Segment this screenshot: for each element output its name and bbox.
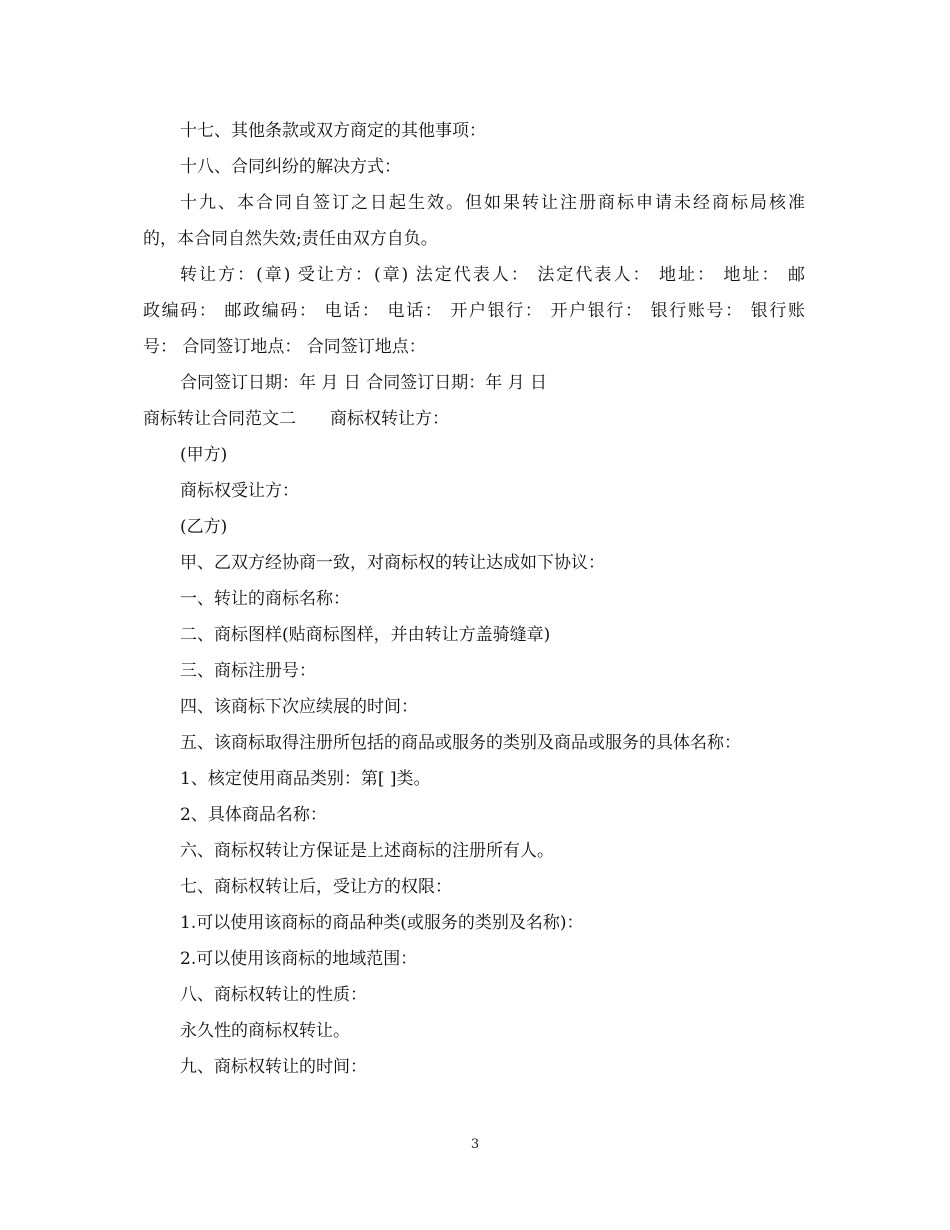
signing-date-line: 合同签订日期：年 月 日 合同签订日期：年 月 日 bbox=[180, 373, 548, 393]
agreement-intro: 甲、乙双方经协商一致，对商标权的转让达成如下协议： bbox=[180, 553, 605, 573]
clause-3: 三、商标注册号： bbox=[180, 661, 316, 681]
clause-8-body: 永久性的商标权转让。 bbox=[180, 1021, 350, 1041]
clause-8: 八、商标权转让的性质： bbox=[180, 985, 367, 1005]
page-number: 3 bbox=[470, 1137, 480, 1152]
clause-18: 十八、合同纠纷的解决方式： bbox=[180, 157, 401, 177]
clause-7-item-1: 1.可以使用该商标的商品种类(或服务的类别及名称)： bbox=[180, 913, 584, 933]
clause-5-item-1: 1、核定使用商品类别：第[ ]类。 bbox=[180, 769, 431, 789]
clause-9: 九、商标权转让的时间： bbox=[180, 1057, 367, 1077]
transferee-line: 商标权受让方： bbox=[180, 481, 299, 501]
clause-5: 五、该商标取得注册所包括的商品或服务的类别及商品或服务的具体名称： bbox=[180, 733, 741, 753]
clause-2: 二、商标图样(贴商标图样，并由转让方盖骑缝章) bbox=[180, 625, 551, 645]
clause-17: 十七、其他条款或双方商定的其他事项： bbox=[180, 121, 486, 141]
signature-block-line-2: 政编码： 邮政编码： 电话： 电话： 开户银行： 开户银行： 银行账号： 银行账 bbox=[143, 301, 805, 321]
second-contract-heading: 商标转让合同范文二 商标权转让方： bbox=[143, 409, 449, 429]
clause-7: 七、商标权转让后，受让方的权限： bbox=[180, 877, 452, 897]
clause-19-line-2: 的，本合同自然失效;责任由双方自负。 bbox=[143, 229, 438, 249]
clause-5-item-2: 2、具体商品名称： bbox=[180, 805, 327, 825]
signature-block-line-3: 号： 合同签订地点： 合同签订地点： bbox=[143, 337, 426, 357]
clause-1: 一、转让的商标名称： bbox=[180, 589, 350, 609]
clause-6: 六、商标权转让方保证是上述商标的注册所有人。 bbox=[180, 841, 554, 861]
party-b-label: (乙方) bbox=[180, 517, 228, 537]
document-body bbox=[143, 113, 805, 1085]
clause-7-item-2: 2.可以使用该商标的地域范围： bbox=[180, 949, 418, 969]
clause-19-line-1: 十九、本合同自签订之日起生效。但如果转让注册商标申请未经商标局核准 bbox=[180, 193, 805, 213]
clause-4: 四、该商标下次应续展的时间： bbox=[180, 697, 418, 717]
signature-block-line-1: 转让方：(章) 受让方：(章) 法定代表人： 法定代表人： 地址： 地址： 邮 bbox=[180, 265, 805, 285]
party-a-label: (甲方) bbox=[180, 445, 228, 465]
